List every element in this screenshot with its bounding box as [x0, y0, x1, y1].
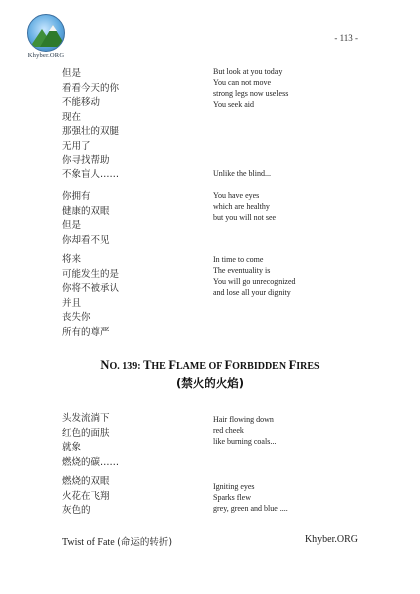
text-line: 丧失你: [62, 312, 91, 323]
text-line: 健康的双眼: [62, 205, 110, 217]
text-line: 并且: [62, 297, 82, 309]
stanza-2-chinese: [62, 168, 119, 183]
text-line: 火花在飞翔: [62, 490, 110, 502]
text-line: You seek aid: [213, 100, 254, 109]
poem-title: [0, 357, 420, 391]
text-line: 看看今天的你: [62, 82, 120, 94]
logo-text: Khyber.ORG: [27, 52, 65, 59]
text-line: 你却看不见: [62, 234, 110, 246]
text-line: 但是: [62, 68, 82, 79]
text-line: 现在: [62, 111, 82, 123]
poem-title-english: NO. 139: THE FLAME OF FORBIDDEN FIRES: [100, 358, 320, 372]
stanza-4-chinese: [62, 253, 119, 340]
text-line: like burning coals...: [213, 437, 277, 446]
text-line: strong legs now useless: [213, 89, 289, 98]
text-line: red cheek: [213, 426, 244, 435]
stanza-1-english: [213, 66, 288, 110]
text-line: 但是: [62, 220, 82, 231]
footer-book-title: Twist of Fate (命运的转折): [62, 537, 173, 548]
stanza-3-chinese: [62, 190, 110, 248]
poem2-stanza-2-chinese: [62, 475, 110, 519]
text-line: 将来: [62, 254, 82, 265]
text-line: You will go unrecognized: [213, 277, 296, 286]
text-line: which are healthy: [213, 202, 270, 211]
text-line: 灰色的: [62, 505, 91, 516]
text-line: 燃烧的双眼: [62, 476, 110, 487]
poem2-stanza-1-chinese: [62, 412, 119, 470]
text-line: grey, green and blue ....: [213, 504, 288, 513]
text-line: The eventuality is: [213, 266, 271, 275]
poem2-stanza-1-english: [213, 414, 276, 447]
text-line: In time to come: [213, 255, 264, 264]
text-line: 可能发生的是: [62, 268, 120, 280]
text-line: 不能移动: [62, 97, 101, 108]
text-line: Hair flowing down: [213, 415, 274, 424]
poem2-stanza-2-english: [213, 481, 288, 514]
text-line: 你寻找帮助: [62, 155, 110, 166]
text-line: 红色的面肤: [62, 427, 110, 439]
page-number: - 113 -: [334, 33, 358, 43]
text-line: 不象盲人……: [62, 169, 120, 180]
text-line: 无用了: [62, 140, 91, 152]
footer-site: Khyber.ORG: [304, 534, 358, 545]
stanza-1-chinese: [62, 67, 119, 169]
text-line: You have eyes: [213, 191, 260, 200]
text-line: and lose all your dignity: [213, 288, 291, 297]
text-line: You can not move: [213, 78, 272, 87]
text-line: but you will not see: [213, 213, 277, 222]
text-line: 你将不被承认: [62, 283, 120, 294]
text-line: 那强壮的双腿: [62, 126, 120, 137]
text-line: 头发流淌下: [62, 413, 110, 424]
text-line: Sparks flew: [213, 493, 251, 502]
text-line: 就象: [62, 442, 82, 453]
poem-title-chinese: (禁火的火焰): [175, 376, 244, 390]
stanza-2-english: [213, 168, 271, 179]
text-line: 你拥有: [62, 191, 91, 202]
text-line: But look at you today: [213, 67, 283, 76]
khyber-logo: [20, 14, 72, 62]
text-line: 燃烧的碳……: [62, 456, 120, 468]
text-line: Unlike the blind...: [213, 169, 271, 178]
text-line: Igniting eyes: [213, 482, 255, 491]
mountain-globe-icon: [27, 14, 65, 52]
stanza-3-english: [213, 190, 276, 223]
stanza-4-english: [213, 254, 296, 298]
text-line: 所有的尊严: [62, 326, 110, 338]
